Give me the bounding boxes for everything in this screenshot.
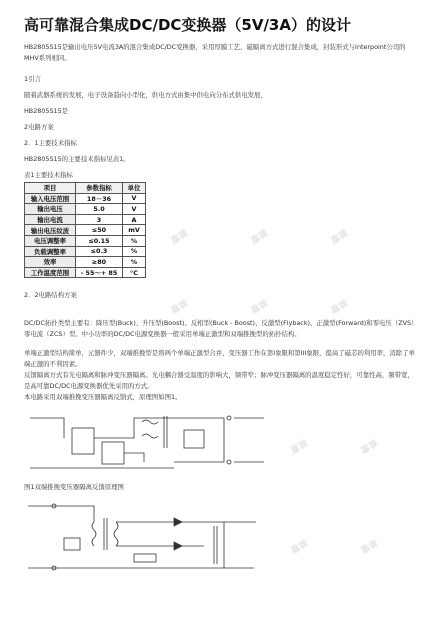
table-row	[25, 214, 146, 225]
section-1-text-2: HB2805S15是	[24, 107, 69, 115]
table-cell: 输入电压范围	[25, 193, 76, 204]
section-2-heading: 2电路方案	[24, 123, 54, 131]
section-1-text: 随着武器系统的发展，电子设备趋向小型化，供电方式由集中供电向分布式供电发展，	[24, 91, 267, 99]
table-cell: 5.0	[76, 204, 123, 215]
watermark-text: 嘉课	[329, 298, 351, 317]
watermark-text: 嘉课	[249, 228, 271, 247]
section-1-heading: 1引言	[24, 75, 41, 83]
table-cell: A	[123, 214, 146, 225]
section-2-1-heading: 2．1主要技术指标	[24, 139, 77, 147]
table-row	[25, 246, 146, 257]
watermark-text: 嘉课	[249, 298, 271, 317]
table-cell: ≥80	[76, 257, 123, 268]
schematic-figure-1	[24, 408, 274, 478]
page-title: 高可靠混合集成DC/DC变换器（5V/3A）的设计	[24, 16, 351, 34]
table-cell: 3	[76, 214, 123, 225]
table-cell: %	[123, 257, 146, 268]
table-cell: 负载调整率	[25, 246, 76, 257]
intro-paragraph: HB2805S15是输出电压5V电流3A的混合集成DC/DC变换器，采用厚膜工艺、磁隔离方式进行混合集成，封装形式与Interpoint公司的MHV系列相同。	[24, 43, 406, 62]
watermark-text: 嘉课	[359, 538, 381, 557]
table-cell: 电压调整率	[25, 235, 76, 246]
table-header-cell: 参数指标	[76, 183, 123, 194]
table-caption: 表1主要技术指标	[24, 171, 73, 179]
table-cell: V	[123, 193, 146, 204]
watermark-text: 嘉课	[359, 438, 381, 457]
table-header-cell: 项目	[25, 183, 76, 194]
table-cell: 输出电压纹波	[25, 225, 76, 236]
table-cell: 输出电流	[25, 214, 76, 225]
table-cell: ≤50	[76, 225, 123, 236]
pushpull-paragraph: 单端正激型结构简单，元器件少，双端推挽型是将两个单端正激型合并，变压器工作在第I象限和第III象限，提高了磁芯的利用率，消除了单端正激的不利因素。	[24, 349, 415, 368]
watermark-text: 嘉课	[289, 538, 311, 557]
table-row	[25, 257, 146, 268]
table-row	[25, 193, 146, 204]
watermark-text: 嘉课	[329, 228, 351, 247]
table-cell: V	[123, 204, 146, 215]
table-row	[25, 235, 146, 246]
table-cell: 18－36	[76, 193, 123, 204]
table-header-row	[25, 183, 146, 194]
table-cell: mV	[123, 225, 146, 236]
section-2-2-heading: 2．2电路结构方案	[24, 291, 77, 299]
table-cell: °C	[123, 267, 146, 278]
table-row	[25, 267, 146, 278]
table-cell: 效率	[25, 257, 76, 268]
watermark-text: 嘉课	[169, 228, 191, 247]
table-cell: %	[123, 235, 146, 246]
watermark-text: 嘉课	[169, 298, 191, 317]
table-row	[25, 204, 146, 215]
table-cell: 输出电压	[25, 204, 76, 215]
figure-1-caption: 图1双端推挽变压器隔离反馈原理图	[24, 483, 124, 491]
spec-table	[24, 182, 146, 278]
table-cell: ≤0.15	[76, 235, 123, 246]
schematic-intro: 本电路采用双端推挽变压器隔离反馈式，原理图如图1。	[24, 393, 182, 401]
table-cell: ≤0.3	[76, 246, 123, 257]
feedback-paragraph: 反馈隔离方式有光电隔离和脉冲变压器隔离。光电耦合器受温度的影响大，频带窄；脉冲变压器隔离的温度稳定性好，可靠性高，频带宽，是高可靠DC/DC电源变换器优先采用的方式。	[24, 371, 414, 390]
topology-paragraph: DC/DC拓扑类型主要有：降压型(Buck)、升压型(Boost)、反相型(Buck - Boost)、反激型(Flyback)、正激型(Forward)和零电压（ZVS）零电流（ZCS）型。中小功率的DC/DC电源变换器一般采用单端正激型和双端推挽型的拓扑结构。	[24, 319, 415, 338]
table-cell: 工作温度范围	[25, 267, 76, 278]
table-cell: %	[123, 246, 146, 257]
table-header-cell: 单位	[123, 183, 146, 194]
table-row	[25, 225, 146, 236]
table-cell: - 55～+ 85	[76, 267, 123, 278]
watermark-text: 嘉课	[289, 438, 311, 457]
schematic-figure-2	[24, 498, 264, 578]
section-2-1-text: HB2805S15的主要技术指标见表1。	[24, 155, 130, 163]
